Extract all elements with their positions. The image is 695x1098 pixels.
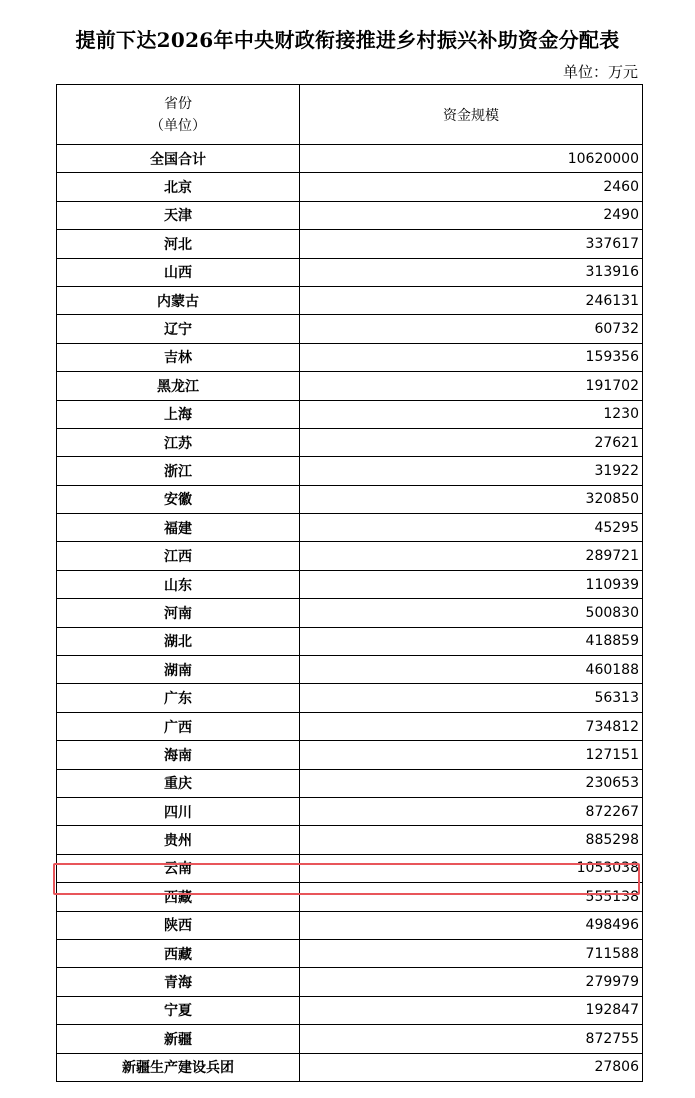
fund-amount: 2460 <box>300 173 643 201</box>
fund-amount: 289721 <box>300 542 643 570</box>
fund-amount: 872755 <box>300 1025 643 1053</box>
table-row <box>57 883 643 911</box>
table-row <box>57 258 643 286</box>
table-row <box>57 457 643 485</box>
fund-amount: 27806 <box>300 1053 643 1081</box>
province-name: 天津 <box>57 201 300 229</box>
province-column-header <box>57 85 300 145</box>
province-name: 云南 <box>57 854 300 882</box>
table-row <box>57 1025 643 1053</box>
fund-amount: 2490 <box>300 201 643 229</box>
table-row <box>57 570 643 598</box>
province-name: 湖北 <box>57 627 300 655</box>
province-name: 青海 <box>57 968 300 996</box>
fund-amount: 279979 <box>300 968 643 996</box>
province-name: 山西 <box>57 258 300 286</box>
table-row <box>57 996 643 1024</box>
fund-amount: 872267 <box>300 797 643 825</box>
fund-amount: 711588 <box>300 939 643 967</box>
province-header-label: 省份 <box>164 95 192 112</box>
fund-amount: 500830 <box>300 599 643 627</box>
table-row <box>57 656 643 684</box>
table-header-row <box>57 85 643 145</box>
fund-amount: 60732 <box>300 315 643 343</box>
fund-amount: 56313 <box>300 684 643 712</box>
table-row <box>57 627 643 655</box>
province-name: 福建 <box>57 514 300 542</box>
province-name: 西藏 <box>57 939 300 967</box>
fund-amount: 498496 <box>300 911 643 939</box>
table-row <box>57 797 643 825</box>
fund-amount: 418859 <box>300 627 643 655</box>
fund-amount: 246131 <box>300 286 643 314</box>
page-title: 提前下达2026年中央财政衔接推进乡村振兴补助资金分配表 <box>75 28 620 52</box>
province-name: 北京 <box>57 173 300 201</box>
fund-amount: 1053038 <box>300 854 643 882</box>
province-name: 黑龙江 <box>57 372 300 400</box>
province-name: 江西 <box>57 542 300 570</box>
province-name: 新疆 <box>57 1025 300 1053</box>
province-name: 河南 <box>57 599 300 627</box>
province-name: 宁夏 <box>57 996 300 1024</box>
total-value: 10620000 <box>300 145 643 173</box>
fund-amount: 885298 <box>300 826 643 854</box>
table-row <box>57 372 643 400</box>
province-name: 上海 <box>57 400 300 428</box>
province-name: 新疆生产建设兵团 <box>57 1053 300 1081</box>
table-row <box>57 201 643 229</box>
total-row <box>57 145 643 173</box>
province-name: 陕西 <box>57 911 300 939</box>
fund-amount: 555138 <box>300 883 643 911</box>
fund-amount: 320850 <box>300 485 643 513</box>
table-row <box>57 769 643 797</box>
province-name: 山东 <box>57 570 300 598</box>
table-row <box>57 826 643 854</box>
province-name: 内蒙古 <box>57 286 300 314</box>
table-row <box>57 684 643 712</box>
province-name: 辽宁 <box>57 315 300 343</box>
province-name: 重庆 <box>57 769 300 797</box>
province-name: 四川 <box>57 797 300 825</box>
fund-amount: 159356 <box>300 343 643 371</box>
province-name: 湖南 <box>57 656 300 684</box>
table-row <box>57 400 643 428</box>
fund-amount: 460188 <box>300 656 643 684</box>
fund-amount: 31922 <box>300 457 643 485</box>
table-row <box>57 911 643 939</box>
province-name: 江苏 <box>57 428 300 456</box>
fund-amount: 337617 <box>300 230 643 258</box>
allocation-table <box>56 84 643 1082</box>
table-row <box>57 315 643 343</box>
fund-amount: 45295 <box>300 514 643 542</box>
province-name: 广西 <box>57 712 300 740</box>
unit-label: 单位：万元 <box>562 63 638 81</box>
province-name: 贵州 <box>57 826 300 854</box>
table-row <box>57 343 643 371</box>
province-name: 海南 <box>57 741 300 769</box>
table-row <box>57 1053 643 1081</box>
fund-amount: 230653 <box>300 769 643 797</box>
province-name: 安徽 <box>57 485 300 513</box>
fund-amount: 313916 <box>300 258 643 286</box>
total-label: 全国合计 <box>57 145 300 173</box>
fund-amount: 734812 <box>300 712 643 740</box>
table-row <box>57 173 643 201</box>
table-row <box>57 286 643 314</box>
province-name: 浙江 <box>57 457 300 485</box>
fund-amount: 192847 <box>300 996 643 1024</box>
province-name: 广东 <box>57 684 300 712</box>
table-row <box>57 542 643 570</box>
table-row <box>57 854 643 882</box>
province-name: 河北 <box>57 230 300 258</box>
fund-amount: 1230 <box>300 400 643 428</box>
table-row <box>57 485 643 513</box>
table-row <box>57 230 643 258</box>
table-row <box>57 741 643 769</box>
fund-amount: 27621 <box>300 428 643 456</box>
province-name: 吉林 <box>57 343 300 371</box>
fund-amount: 191702 <box>300 372 643 400</box>
fund-amount: 110939 <box>300 570 643 598</box>
table-row <box>57 599 643 627</box>
table-row <box>57 712 643 740</box>
province-name: 西藏 <box>57 883 300 911</box>
table-row <box>57 968 643 996</box>
table-row <box>57 514 643 542</box>
unit-header-label: （单位） <box>150 117 206 134</box>
table-row <box>57 939 643 967</box>
amount-column-header: 资金规模 <box>300 85 643 145</box>
fund-amount: 127151 <box>300 741 643 769</box>
table-row <box>57 428 643 456</box>
